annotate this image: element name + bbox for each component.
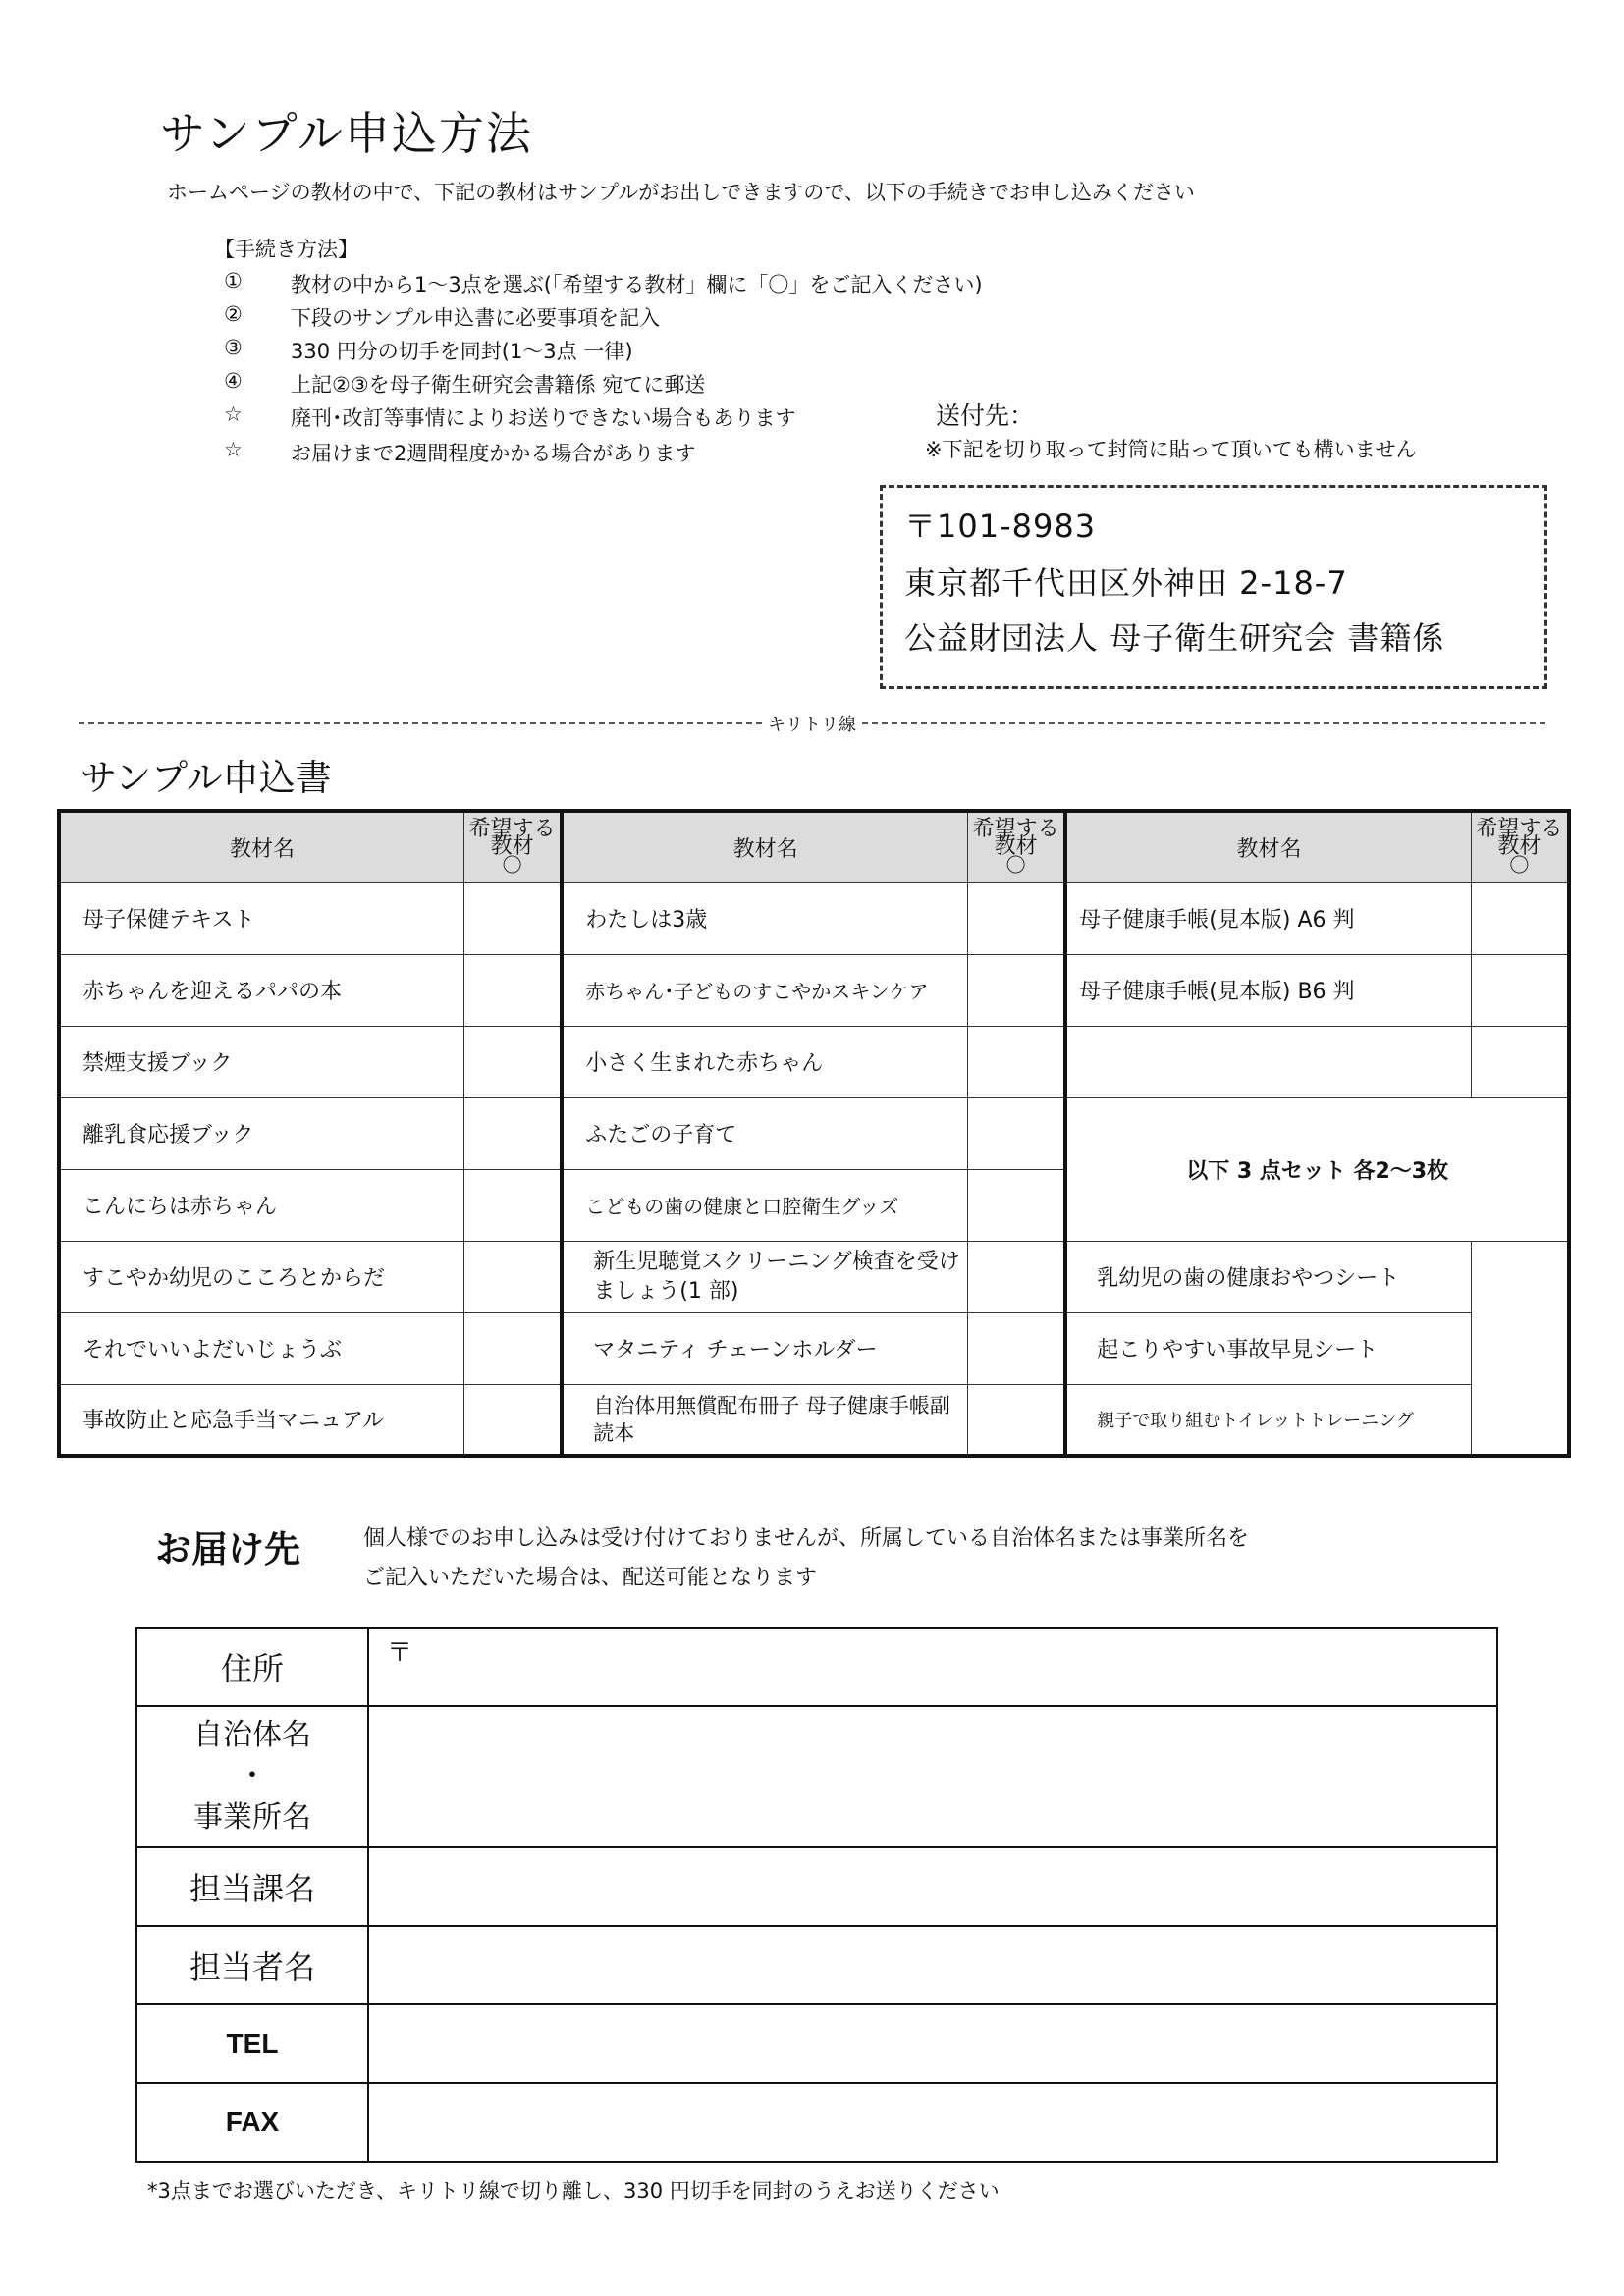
item-name	[1065, 1026, 1471, 1097]
item-name: 事故防止と応急手当マニュアル	[59, 1384, 463, 1456]
delivery-address-table	[135, 1627, 1498, 2163]
selection-cell[interactable]	[1471, 1026, 1569, 1097]
item-name: マタニティ チェーンホルダー	[562, 1312, 967, 1384]
selection-cell[interactable]	[967, 1169, 1065, 1241]
step-mark: ①	[224, 269, 243, 293]
table-row	[136, 1706, 1497, 1847]
table-row	[59, 954, 1569, 1026]
cut-line	[79, 711, 1545, 736]
selection-cell[interactable]	[463, 1026, 562, 1097]
check-header-line: 教材	[1497, 834, 1542, 860]
item-name: 母子保健テキスト	[59, 882, 463, 954]
selection-cell[interactable]	[463, 1312, 562, 1384]
delivery-notice	[363, 1520, 1249, 1598]
item-name: 母子健康手帳(見本版) B6 判	[1065, 954, 1471, 1026]
item-name: 母子健康手帳(見本版) A6 判	[1065, 882, 1471, 954]
selection-cell[interactable]	[967, 1384, 1065, 1456]
step-text: 教材の中から1～3点を選ぶ(「希望する教材」欄に「〇」をご記入ください)	[291, 273, 983, 296]
table-row	[59, 1312, 1569, 1384]
selection-cell[interactable]	[967, 954, 1065, 1026]
item-name: 禁煙支援ブック	[59, 1026, 463, 1097]
procedure-heading: 【手続き方法】	[214, 238, 358, 261]
item-name: それでいいよだいじょうぶ	[59, 1312, 463, 1384]
field-label: 担当者名	[136, 1926, 368, 2004]
delivery-heading: お届け先	[155, 1528, 300, 1571]
check-column-header	[1471, 811, 1569, 882]
column-header: 教材名	[59, 811, 463, 882]
item-name: 赤ちゃん･子どものすこやかスキンケア	[562, 954, 967, 1026]
circle-icon: 〇	[1005, 853, 1026, 878]
set-selection-cell[interactable]	[1471, 1241, 1569, 1456]
selection-cell[interactable]	[967, 1241, 1065, 1312]
municipality-field[interactable]	[368, 1706, 1497, 1847]
step-mark: ②	[224, 302, 243, 326]
selection-cell[interactable]	[967, 1026, 1065, 1097]
step-text: 廃刊･改訂等事情によりお送りできない場合もあります	[291, 406, 796, 430]
selection-cell[interactable]	[967, 1097, 1065, 1169]
selection-cell[interactable]	[967, 1312, 1065, 1384]
table-row	[59, 1026, 1569, 1097]
dashed-line	[862, 722, 1545, 724]
star-icon: ☆	[224, 402, 243, 426]
step-mark: ④	[224, 369, 243, 393]
tel-field[interactable]	[368, 2004, 1497, 2083]
item-name: こどもの歯の健康と口腔衛生グッズ	[562, 1169, 967, 1241]
set-item: 起こりやすい事故早見シート	[1065, 1312, 1471, 1384]
item-name: 新生児聴覚スクリーニング検査を受けましょう(1 部)	[562, 1241, 967, 1312]
item-name: わたしは3歳	[562, 882, 967, 954]
check-column-header	[463, 811, 562, 882]
field-label: 住所	[136, 1628, 368, 1706]
dashed-line	[79, 722, 762, 724]
table-row	[136, 1628, 1497, 1706]
table-row	[59, 1241, 1569, 1312]
contact-person-field[interactable]	[368, 1926, 1497, 2004]
delivery-notice-line: ご記入いただいた場合は、配送可能となります	[363, 1566, 818, 1590]
send-address: 東京都千代田区外神田 2-18-7	[904, 564, 1348, 602]
step-text: 上記②③を母子衛生研究会書籍係 宛てに郵送	[291, 373, 706, 397]
table-header-row	[59, 811, 1569, 882]
step-text: 330 円分の切手を同封(1～3点 一律)	[291, 340, 633, 363]
step-mark: ③	[224, 336, 243, 359]
selection-cell[interactable]	[1471, 954, 1569, 1026]
form-title: サンプル申込書	[81, 757, 332, 799]
cut-line-label: キリトリ線	[768, 715, 856, 735]
selection-cell[interactable]	[967, 882, 1065, 954]
table-row	[136, 1847, 1497, 1926]
column-header: 教材名	[562, 811, 967, 882]
selection-cell[interactable]	[1471, 882, 1569, 954]
check-header-line: 希望する	[972, 817, 1059, 842]
field-label: 担当課名	[136, 1847, 368, 1926]
selection-cell[interactable]	[463, 954, 562, 1026]
field-label: TEL	[136, 2004, 368, 2083]
check-header-line: 教材	[994, 834, 1038, 860]
table-row	[59, 1384, 1569, 1456]
selection-cell[interactable]	[463, 882, 562, 954]
item-name: 離乳食応援ブック	[59, 1097, 463, 1169]
field-label-line: ・	[238, 1759, 267, 1793]
intro-text: ホームページの教材の中で、下記の教材はサンプルがお出しできますので、以下の手続きでお申し込みください	[167, 181, 1195, 204]
item-name: 自治体用無償配布冊子 母子健康手帳副読本	[562, 1384, 967, 1456]
table-row	[136, 2004, 1497, 2083]
set-label[interactable]: 以下 3 点セット 各2～3枚	[1065, 1097, 1569, 1241]
field-label	[136, 1706, 368, 1847]
item-name: すこやか幼児のこころとからだ	[59, 1241, 463, 1312]
field-label-line: 自治体名	[193, 1718, 311, 1752]
sample-items-table	[57, 809, 1571, 1458]
selection-cell[interactable]	[463, 1169, 562, 1241]
star-icon: ☆	[224, 438, 243, 461]
check-header-line: 希望する	[1476, 817, 1563, 842]
field-label: FAX	[136, 2083, 368, 2162]
item-name: 赤ちゃんを迎えるパパの本	[59, 954, 463, 1026]
check-column-header	[967, 811, 1065, 882]
postal-code: 〒101-8983	[904, 507, 1097, 545]
step-text: 下段のサンプル申込書に必要事項を記入	[291, 306, 661, 330]
table-row	[136, 1926, 1497, 2004]
step-text: お届けまで2週間程度かかる場合があります	[291, 442, 696, 465]
selection-cell[interactable]	[463, 1241, 562, 1312]
selection-cell[interactable]	[463, 1097, 562, 1169]
selection-cell[interactable]	[463, 1384, 562, 1456]
check-header-line: 希望する	[468, 817, 556, 842]
set-item: 親子で取り組むトイレットトレーニング	[1065, 1384, 1471, 1456]
department-field[interactable]	[368, 1847, 1497, 1926]
item-name: 小さく生まれた赤ちゃん	[562, 1026, 967, 1097]
send-to-note: ※下記を切り取って封筒に貼って頂いても構いません	[925, 438, 1417, 461]
send-to-label: 送付先：	[936, 401, 1035, 430]
table-row	[136, 2083, 1497, 2162]
address-label-box	[880, 485, 1547, 689]
delivery-notice-line: 個人様でのお申し込みは受け付けておりませんが、所属している自治体名または事業所名を	[363, 1526, 1250, 1551]
address-field[interactable]: 〒	[368, 1628, 1497, 1706]
page-title: サンプル申込方法	[160, 107, 533, 160]
table-row	[59, 882, 1569, 954]
circle-icon: 〇	[1509, 853, 1530, 878]
item-name: ふたごの子育て	[562, 1097, 967, 1169]
item-name: こんにちは赤ちゃん	[59, 1169, 463, 1241]
set-item: 乳幼児の歯の健康おやつシート	[1065, 1241, 1471, 1312]
footer-note: *3点までお選びいただき、キリトリ線で切り離し、330 円切手を同封のうえお送りください	[147, 2179, 1000, 2203]
column-header: 教材名	[1065, 811, 1471, 882]
circle-icon: 〇	[502, 853, 522, 878]
check-header-line: 教材	[490, 834, 534, 860]
send-organization: 公益財団法人 母子衛生研究会 書籍係	[904, 619, 1445, 657]
table-row	[59, 1097, 1569, 1169]
fax-field[interactable]	[368, 2083, 1497, 2162]
field-label-line: 事業所名	[193, 1800, 311, 1835]
